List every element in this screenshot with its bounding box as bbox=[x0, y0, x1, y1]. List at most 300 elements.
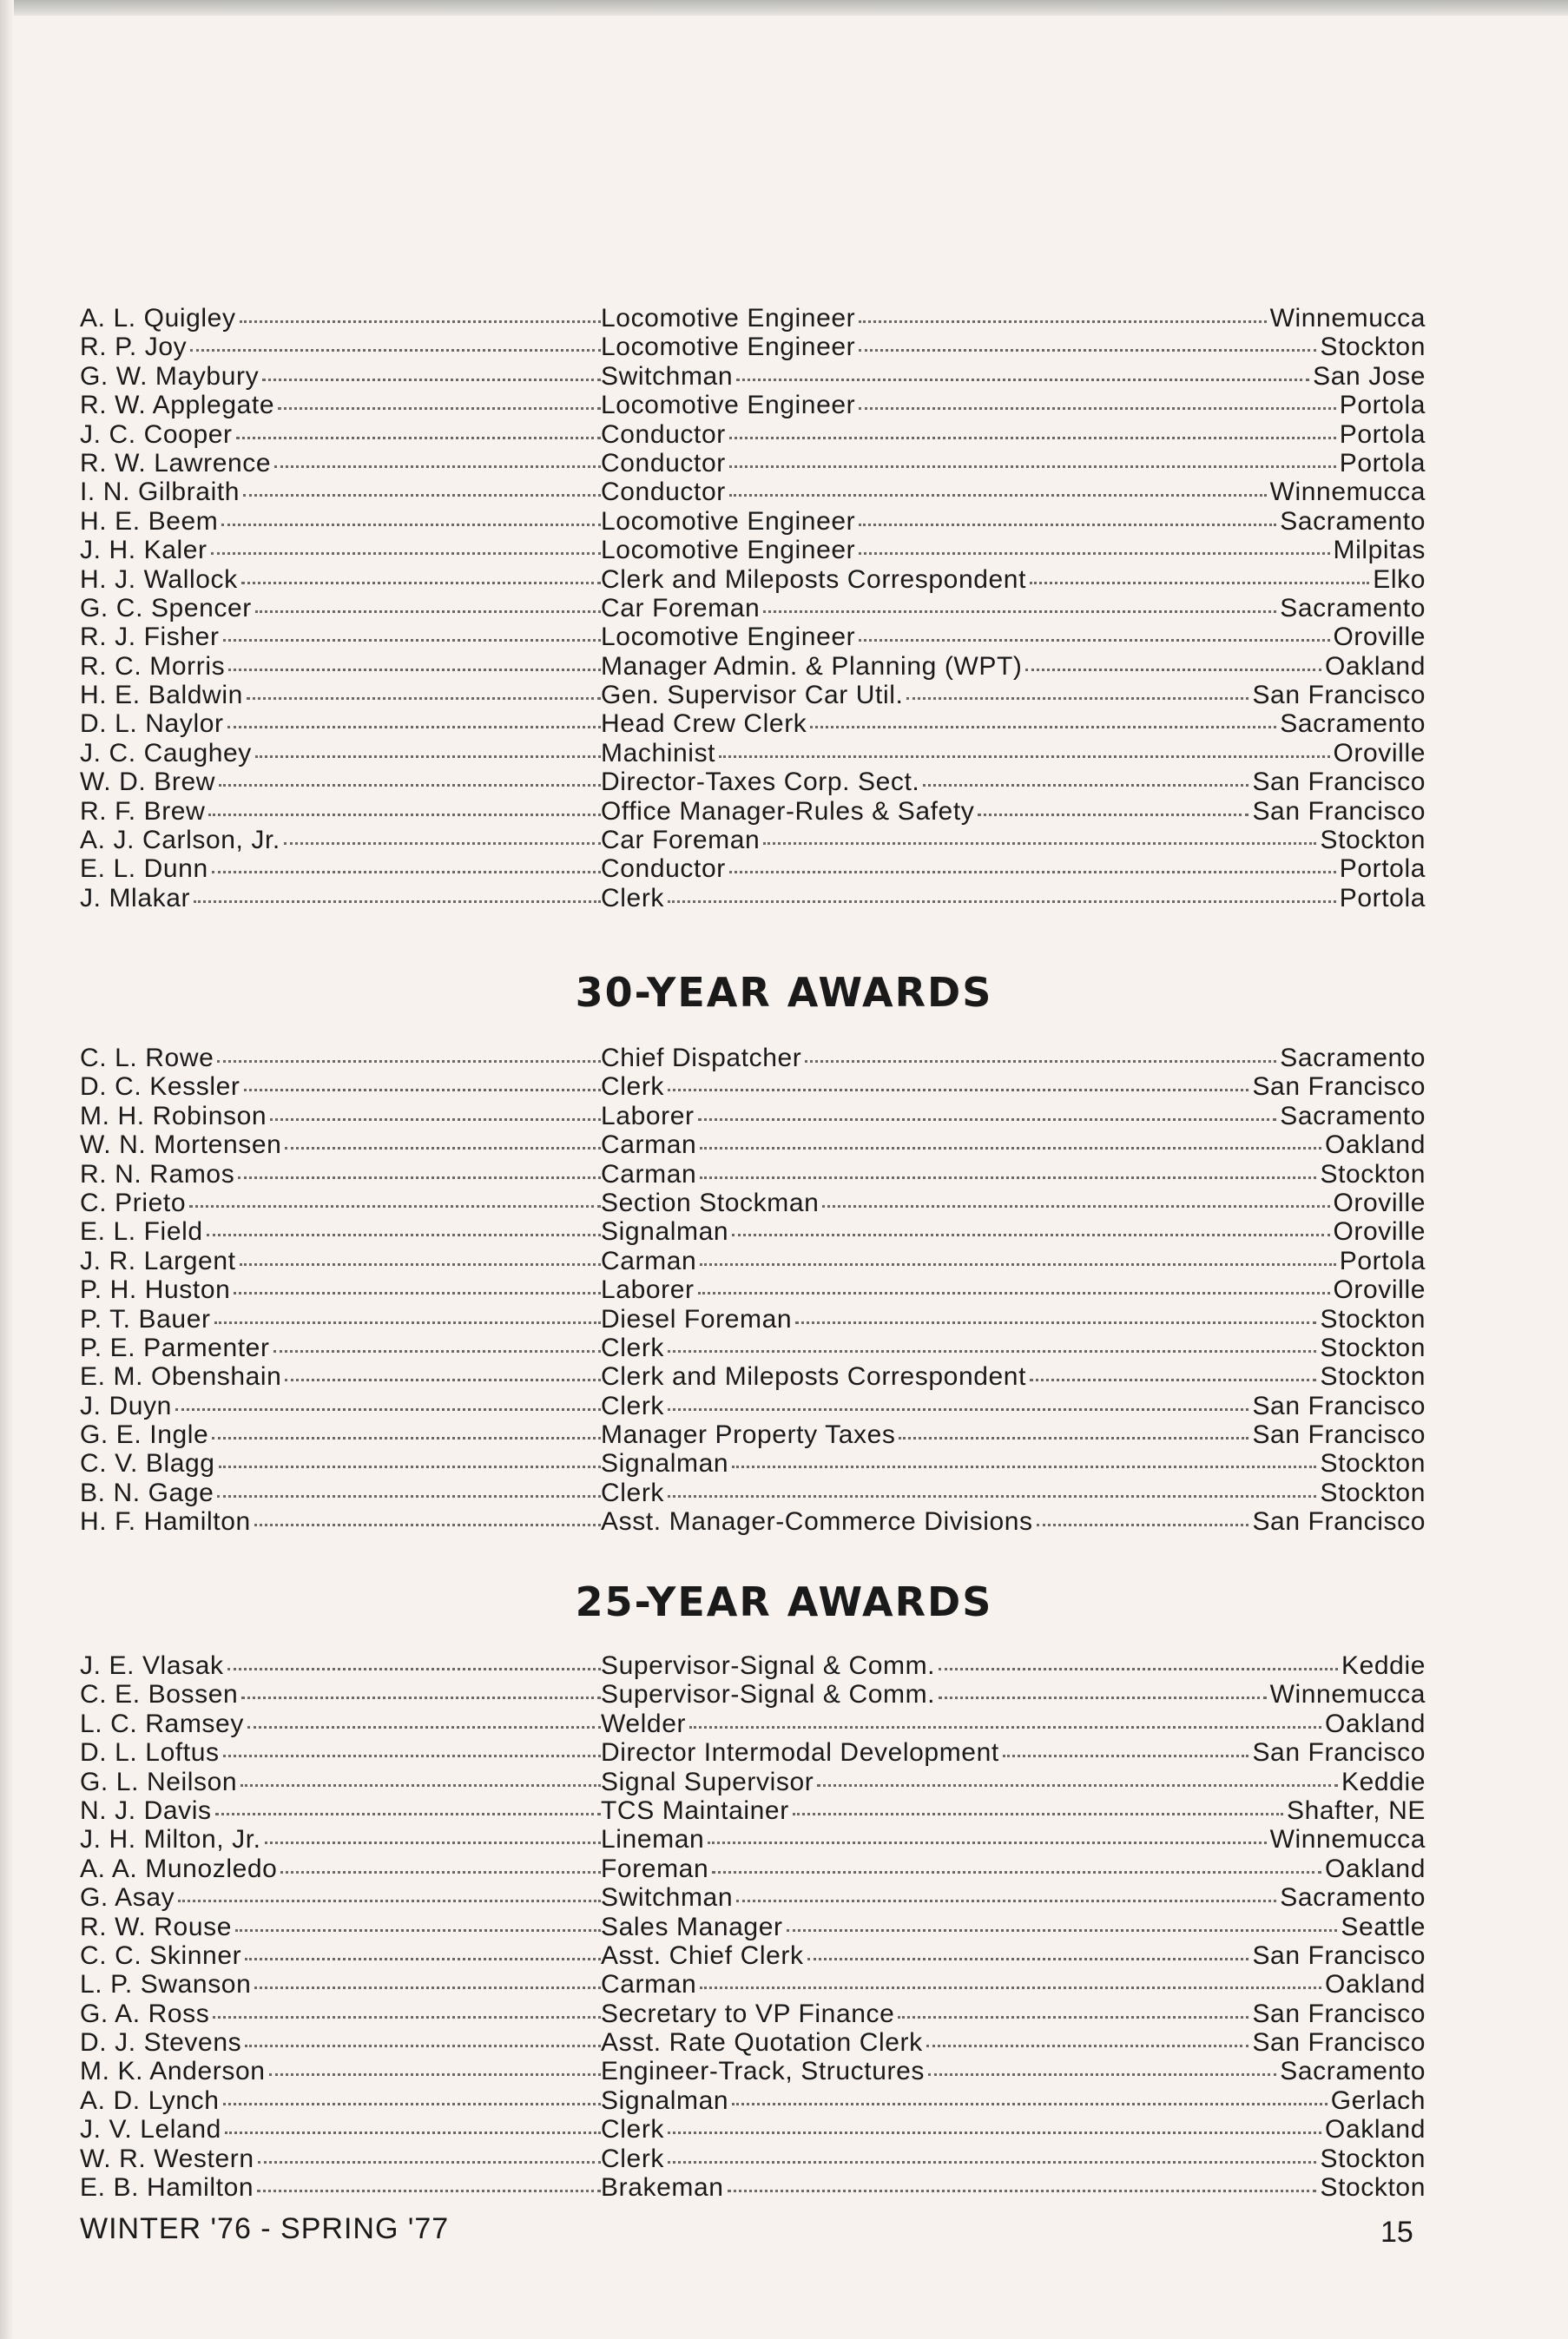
job-title: Signal Supervisor bbox=[601, 1767, 814, 1796]
job-title: Secretary to VP Finance bbox=[601, 1999, 895, 2028]
dot-leader bbox=[227, 1667, 601, 1670]
award-row bbox=[80, 507, 1426, 536]
job-title: Switchman bbox=[601, 1883, 734, 1913]
issue-date: WINTER '76 - SPRING '77 bbox=[80, 2212, 450, 2245]
dot-leader bbox=[732, 1233, 1329, 1236]
job-title: Conductor bbox=[601, 478, 726, 507]
job-title: Clerk and Mileposts Correspondent bbox=[601, 564, 1027, 594]
work-location: Portola bbox=[1339, 391, 1426, 420]
work-location: Oroville bbox=[1333, 738, 1426, 768]
dot-leader bbox=[178, 1899, 601, 1902]
award-row bbox=[80, 2145, 1426, 2173]
award-row bbox=[80, 565, 1426, 594]
employee-name: G. A. Ross bbox=[80, 1999, 210, 2028]
work-location: Oakland bbox=[1325, 2115, 1426, 2145]
employee-name: G. L. Neilson bbox=[80, 1767, 238, 1796]
work-location: Stockton bbox=[1320, 826, 1426, 855]
employee-name: A. J. Carlson, Jr. bbox=[80, 826, 280, 855]
work-location: Sacramento bbox=[1280, 2057, 1426, 2086]
job-title: Head Crew Clerk bbox=[601, 709, 807, 739]
dot-leader bbox=[241, 1696, 601, 1699]
award-row bbox=[80, 2115, 1426, 2144]
dot-leader bbox=[700, 1176, 1316, 1179]
work-location: San Francisco bbox=[1252, 768, 1426, 797]
award-row bbox=[80, 1941, 1426, 1970]
job-title: Asst. Manager-Commerce Divisions bbox=[601, 1507, 1033, 1537]
dot-leader bbox=[795, 1321, 1316, 1324]
dot-leader bbox=[1037, 1523, 1249, 1526]
dot-leader bbox=[793, 1812, 1283, 1815]
dot-leader bbox=[227, 725, 601, 728]
award-row bbox=[80, 2086, 1426, 2115]
work-location: Portola bbox=[1339, 448, 1426, 478]
awards-list-30-year bbox=[80, 1044, 1426, 1537]
section-heading-25-year: 25-YEAR AWARDS bbox=[575, 1578, 993, 1625]
dot-leader bbox=[284, 841, 601, 845]
dot-leader bbox=[225, 2131, 601, 2134]
dot-leader bbox=[1030, 581, 1369, 584]
job-title: Machinist bbox=[601, 738, 716, 768]
employee-name: J. C. Cooper bbox=[80, 419, 233, 449]
employee-name: J. Duyn bbox=[80, 1391, 172, 1420]
dot-leader bbox=[928, 2072, 1276, 2076]
award-row bbox=[80, 681, 1426, 709]
dot-leader bbox=[763, 841, 1316, 845]
dot-leader bbox=[214, 1321, 601, 1324]
award-row bbox=[80, 1913, 1426, 1941]
award-row bbox=[80, 1072, 1426, 1101]
work-location: Stockton bbox=[1320, 1362, 1426, 1392]
work-location: Winnemucca bbox=[1269, 478, 1426, 507]
award-row bbox=[80, 1738, 1426, 1767]
work-location: Oakland bbox=[1325, 1970, 1426, 2000]
award-row bbox=[80, 594, 1426, 623]
award-row bbox=[80, 304, 1426, 333]
award-row bbox=[80, 768, 1426, 796]
job-title: Conductor bbox=[601, 419, 726, 449]
employee-name: P. H. Huston bbox=[80, 1275, 231, 1305]
dot-leader bbox=[805, 1059, 1276, 1063]
work-location: Portola bbox=[1339, 1246, 1426, 1275]
work-location: Stockton bbox=[1320, 1478, 1426, 1507]
work-location: San Jose bbox=[1313, 361, 1426, 391]
job-title: TCS Maintainer bbox=[601, 1795, 789, 1825]
employee-name: W. N. Mortensen bbox=[80, 1130, 282, 1160]
employee-name: M. K. Anderson bbox=[80, 2057, 266, 2086]
award-row bbox=[80, 2028, 1426, 2057]
job-title: Chief Dispatcher bbox=[601, 1044, 802, 1072]
job-title: Locomotive Engineer bbox=[601, 333, 856, 362]
award-row bbox=[80, 797, 1426, 826]
job-title: Conductor bbox=[601, 854, 726, 884]
work-location: Sacramento bbox=[1280, 1883, 1426, 1913]
job-title: Clerk bbox=[601, 1072, 665, 1102]
work-location: Stockton bbox=[1320, 1159, 1426, 1189]
dot-leader bbox=[194, 899, 601, 903]
dot-leader bbox=[235, 1928, 601, 1932]
job-title: Conductor bbox=[601, 448, 726, 478]
dot-leader bbox=[228, 668, 601, 671]
employee-name: D. C. Kessler bbox=[80, 1072, 240, 1102]
work-location: Oroville bbox=[1333, 1188, 1426, 1217]
dot-leader bbox=[223, 638, 601, 642]
dot-leader bbox=[285, 1378, 601, 1381]
dot-leader bbox=[668, 2131, 1321, 2134]
award-row bbox=[80, 1362, 1426, 1391]
employee-name: J. H. Milton, Jr. bbox=[80, 1825, 261, 1855]
employee-name: J. E. Vlasak bbox=[80, 1651, 224, 1680]
work-location: Stockton bbox=[1320, 333, 1426, 362]
award-row bbox=[80, 623, 1426, 651]
work-location: San Francisco bbox=[1252, 1072, 1426, 1102]
employee-name: H. E. Beem bbox=[80, 506, 219, 536]
dot-leader bbox=[215, 1812, 601, 1815]
work-location: San Francisco bbox=[1252, 1420, 1426, 1450]
employee-name: R. C. Morris bbox=[80, 651, 226, 681]
employee-name: G. E. Ingle bbox=[80, 1420, 209, 1450]
award-row bbox=[80, 1449, 1426, 1478]
job-title: Locomotive Engineer bbox=[601, 623, 856, 652]
job-title: Locomotive Engineer bbox=[601, 304, 856, 333]
work-location: San Francisco bbox=[1252, 1940, 1426, 1970]
dot-leader bbox=[668, 1494, 1316, 1498]
work-location: Winnemucca bbox=[1269, 1825, 1426, 1855]
work-location: Elko bbox=[1373, 564, 1426, 594]
award-row bbox=[80, 709, 1426, 738]
dot-leader bbox=[729, 465, 1336, 468]
dot-leader bbox=[859, 406, 1335, 410]
work-location: Sacramento bbox=[1280, 593, 1426, 623]
employee-name: P. T. Bauer bbox=[80, 1304, 211, 1334]
job-title: Lineman bbox=[601, 1825, 705, 1855]
job-title: Carman bbox=[601, 1246, 697, 1275]
page-left-edge bbox=[0, 0, 14, 2339]
employee-name: R. F. Brew bbox=[80, 796, 206, 826]
work-location: Sacramento bbox=[1280, 506, 1426, 536]
job-title: Office Manager-Rules & Safety bbox=[601, 796, 975, 826]
work-location: Oakland bbox=[1325, 1130, 1426, 1160]
dot-leader bbox=[257, 2189, 601, 2192]
dot-leader bbox=[700, 1262, 1335, 1266]
job-title: Welder bbox=[601, 1709, 687, 1738]
award-row bbox=[80, 478, 1426, 506]
dot-leader bbox=[729, 493, 1267, 497]
employee-name: R. J. Fisher bbox=[80, 623, 220, 652]
job-title: Asst. Rate Quotation Clerk bbox=[601, 2028, 923, 2058]
job-title: Signalman bbox=[601, 2085, 729, 2115]
employee-name: R. W. Applegate bbox=[80, 391, 275, 420]
awards-list-25-year bbox=[80, 1651, 1426, 2202]
employee-name: C. V. Blagg bbox=[80, 1449, 215, 1479]
dot-leader bbox=[807, 1957, 1249, 1960]
dot-leader bbox=[859, 551, 1329, 555]
award-row bbox=[80, 1334, 1426, 1362]
job-title: Clerk bbox=[601, 1333, 665, 1362]
dot-leader bbox=[700, 1146, 1321, 1150]
employee-name: J. H. Kaler bbox=[80, 536, 208, 565]
award-row bbox=[80, 884, 1426, 913]
award-row bbox=[80, 854, 1426, 883]
work-location: Portola bbox=[1339, 883, 1426, 913]
job-title: Manager Admin. & Planning (WPT) bbox=[601, 651, 1023, 681]
dot-leader bbox=[689, 1725, 1321, 1729]
dot-leader bbox=[859, 320, 1266, 323]
job-title: Car Foreman bbox=[601, 593, 761, 623]
job-title: Carman bbox=[601, 1130, 697, 1160]
work-location: San Francisco bbox=[1252, 796, 1426, 826]
dot-leader bbox=[700, 1986, 1321, 1989]
dot-leader bbox=[274, 465, 601, 468]
employee-name: J. Mlakar bbox=[80, 883, 191, 913]
dot-leader bbox=[241, 581, 601, 584]
employee-name: H. F. Hamilton bbox=[80, 1507, 251, 1537]
dot-leader bbox=[269, 2072, 601, 2076]
dot-leader bbox=[265, 1841, 601, 1844]
award-row bbox=[80, 391, 1426, 419]
employee-name: J. V. Leland bbox=[80, 2115, 221, 2145]
dot-leader bbox=[211, 551, 601, 555]
award-row bbox=[80, 1768, 1426, 1796]
employee-name: J. C. Caughey bbox=[80, 738, 252, 768]
dot-leader bbox=[698, 1117, 1277, 1121]
dot-leader bbox=[732, 2102, 1328, 2105]
dot-leader bbox=[175, 1407, 601, 1411]
work-location: Portola bbox=[1339, 854, 1426, 884]
job-title: Laborer bbox=[601, 1101, 695, 1130]
dot-leader bbox=[245, 2044, 601, 2047]
job-title: Car Foreman bbox=[601, 826, 761, 855]
work-location: Oroville bbox=[1333, 623, 1426, 652]
dot-leader bbox=[240, 320, 601, 323]
employee-name: H. J. Wallock bbox=[80, 564, 238, 594]
dot-leader bbox=[899, 1436, 1248, 1440]
employee-name: E. B. Hamilton bbox=[80, 2173, 254, 2203]
dot-leader bbox=[763, 609, 1276, 613]
work-location: Shafter, NE bbox=[1286, 1795, 1426, 1825]
work-location: San Francisco bbox=[1252, 1391, 1426, 1420]
employee-name: R. N. Ramos bbox=[80, 1159, 235, 1189]
job-title: Clerk bbox=[601, 1391, 665, 1420]
work-location: Keddie bbox=[1341, 1651, 1426, 1680]
dot-leader bbox=[240, 1262, 601, 1266]
work-location: San Francisco bbox=[1252, 1999, 1426, 2028]
work-location: Stockton bbox=[1320, 1333, 1426, 1362]
award-row bbox=[80, 1710, 1426, 1738]
employee-name: L. C. Ramsey bbox=[80, 1709, 244, 1738]
dot-leader bbox=[859, 638, 1329, 642]
award-row bbox=[80, 1217, 1426, 1246]
employee-name: C. C. Skinner bbox=[80, 1940, 242, 1970]
dot-leader bbox=[217, 1059, 601, 1063]
dot-leader bbox=[859, 523, 1276, 526]
dot-leader bbox=[926, 2044, 1249, 2047]
dot-leader bbox=[939, 1696, 1266, 1699]
employee-name: E. L. Field bbox=[80, 1217, 203, 1247]
work-location: Sacramento bbox=[1280, 709, 1426, 739]
award-row bbox=[80, 1883, 1426, 1912]
job-title: Signalman bbox=[601, 1449, 729, 1479]
dot-leader bbox=[817, 1783, 1338, 1787]
dot-leader bbox=[243, 493, 601, 497]
dot-leader bbox=[254, 1986, 601, 1989]
award-row bbox=[80, 362, 1426, 391]
work-location: Gerlach bbox=[1330, 2085, 1426, 2115]
job-title: Clerk bbox=[601, 1478, 665, 1507]
dot-leader bbox=[247, 1725, 601, 1729]
award-row bbox=[80, 1855, 1426, 1883]
award-row bbox=[80, 1970, 1426, 1999]
employee-name: G. W. Maybury bbox=[80, 361, 260, 391]
job-title: Director Intermodal Development bbox=[601, 1738, 999, 1768]
job-title: Director-Taxes Corp. Sect. bbox=[601, 768, 920, 797]
employee-name: E. M. Obenshain bbox=[80, 1362, 282, 1392]
award-row bbox=[80, 2057, 1426, 2085]
job-title: Section Stockman bbox=[601, 1188, 820, 1217]
job-title: Gen. Supervisor Car Util. bbox=[601, 681, 904, 710]
work-location: Stockton bbox=[1320, 1304, 1426, 1334]
dot-leader bbox=[1003, 1754, 1249, 1757]
work-location: Oakland bbox=[1325, 1854, 1426, 1883]
dot-leader bbox=[245, 1957, 601, 1960]
dot-leader bbox=[258, 2160, 601, 2164]
award-row bbox=[80, 1044, 1426, 1072]
dot-leader bbox=[212, 870, 601, 873]
dot-leader bbox=[236, 436, 601, 439]
award-row bbox=[80, 1420, 1426, 1449]
employee-name: L. P. Swanson bbox=[80, 1970, 252, 2000]
award-row bbox=[80, 652, 1426, 681]
job-title: Locomotive Engineer bbox=[601, 391, 856, 420]
employee-name: J. R. Largent bbox=[80, 1246, 236, 1275]
dot-leader bbox=[712, 1870, 1321, 1874]
job-title: Sales Manager bbox=[601, 1912, 783, 1941]
award-row bbox=[80, 420, 1426, 449]
work-location: San Francisco bbox=[1252, 1738, 1426, 1768]
employee-name: A. L. Quigley bbox=[80, 304, 236, 333]
dot-leader bbox=[278, 406, 601, 410]
award-row bbox=[80, 1392, 1426, 1420]
dot-leader bbox=[898, 2015, 1248, 2019]
dot-leader bbox=[923, 783, 1248, 787]
dot-leader bbox=[219, 783, 601, 787]
employee-name: W. R. Western bbox=[80, 2144, 254, 2173]
dot-leader bbox=[668, 899, 1336, 903]
job-title: Supervisor-Signal & Comm. bbox=[601, 1651, 936, 1680]
dot-leader bbox=[787, 1928, 1338, 1932]
dot-leader bbox=[1025, 668, 1321, 671]
job-title: Signalman bbox=[601, 1217, 729, 1247]
dot-leader bbox=[668, 1349, 1316, 1353]
dot-leader bbox=[728, 2189, 1317, 2192]
award-row bbox=[80, 536, 1426, 564]
employee-name: H. E. Baldwin bbox=[80, 681, 243, 710]
dot-leader bbox=[698, 1291, 1330, 1295]
award-row bbox=[80, 1479, 1426, 1507]
work-location: Sacramento bbox=[1280, 1101, 1426, 1130]
employee-name: N. J. Davis bbox=[80, 1795, 212, 1825]
work-location: Stockton bbox=[1320, 2173, 1426, 2203]
dot-leader bbox=[736, 1899, 1276, 1902]
employee-name: P. E. Parmenter bbox=[80, 1333, 270, 1362]
employee-name: I. N. Gilbraith bbox=[80, 478, 240, 507]
work-location: Oroville bbox=[1333, 1217, 1426, 1247]
page-top-edge bbox=[0, 0, 1568, 16]
award-row bbox=[80, 333, 1426, 361]
dot-leader bbox=[254, 1523, 601, 1526]
dot-leader bbox=[273, 1349, 601, 1353]
work-location: Oakland bbox=[1325, 651, 1426, 681]
dot-leader bbox=[221, 523, 601, 526]
employee-name: E. L. Dunn bbox=[80, 854, 208, 884]
dot-leader bbox=[217, 1494, 601, 1498]
dot-leader bbox=[732, 1465, 1316, 1468]
job-title: Diesel Foreman bbox=[601, 1304, 793, 1334]
job-title: Switchman bbox=[601, 361, 734, 391]
employee-name: D. J. Stevens bbox=[80, 2028, 242, 2058]
section-heading-30-year: 30-YEAR AWARDS bbox=[575, 969, 993, 1016]
employee-name: R. P. Joy bbox=[80, 333, 188, 362]
dot-leader bbox=[208, 813, 601, 816]
dot-leader bbox=[223, 1754, 601, 1757]
dot-leader bbox=[719, 754, 1329, 758]
work-location: Oroville bbox=[1333, 1275, 1426, 1305]
work-location: Keddie bbox=[1341, 1767, 1426, 1796]
job-title: Clerk bbox=[601, 883, 665, 913]
employee-name: C. L. Rowe bbox=[80, 1044, 214, 1072]
employee-name: D. L. Loftus bbox=[80, 1738, 220, 1768]
work-location: Stockton bbox=[1320, 1449, 1426, 1479]
dot-leader bbox=[280, 1870, 601, 1874]
award-row bbox=[80, 1796, 1426, 1825]
job-title: Carman bbox=[601, 1970, 697, 2000]
work-location: Stockton bbox=[1320, 2144, 1426, 2173]
employee-name: C. E. Bossen bbox=[80, 1680, 239, 1710]
dot-leader bbox=[668, 2160, 1316, 2164]
dot-leader bbox=[255, 609, 601, 613]
award-row bbox=[80, 1102, 1426, 1130]
award-row bbox=[80, 1651, 1426, 1680]
dot-leader bbox=[810, 725, 1276, 728]
award-row bbox=[80, 1507, 1426, 1536]
dot-leader bbox=[285, 1146, 601, 1150]
dot-leader bbox=[859, 348, 1316, 352]
employee-name: A. A. Munozledo bbox=[80, 1854, 278, 1883]
employee-name: A. D. Lynch bbox=[80, 2085, 220, 2115]
dot-leader bbox=[729, 870, 1336, 873]
dot-leader bbox=[736, 378, 1309, 381]
dot-leader bbox=[668, 1088, 1248, 1091]
dot-leader bbox=[190, 348, 601, 352]
dot-leader bbox=[939, 1667, 1338, 1670]
employee-name: B. N. Gage bbox=[80, 1478, 214, 1507]
employee-name: G. C. Spencer bbox=[80, 593, 252, 623]
work-location: Winnemucca bbox=[1269, 1680, 1426, 1710]
dot-leader bbox=[978, 813, 1248, 816]
job-title: Carman bbox=[601, 1159, 697, 1189]
work-location: San Francisco bbox=[1252, 1507, 1426, 1537]
employee-name: M. H. Robinson bbox=[80, 1101, 267, 1130]
page-number: 15 bbox=[1380, 2216, 1413, 2249]
dot-leader bbox=[223, 2102, 601, 2105]
employee-name: G. Asay bbox=[80, 1883, 175, 1913]
dot-leader bbox=[1030, 1378, 1316, 1381]
job-title: Foreman bbox=[601, 1854, 709, 1883]
job-title: Brakeman bbox=[601, 2173, 724, 2203]
dot-leader bbox=[212, 1436, 601, 1440]
dot-leader bbox=[189, 1204, 601, 1208]
work-location: Sacramento bbox=[1280, 1044, 1426, 1072]
dot-leader bbox=[234, 1291, 601, 1295]
